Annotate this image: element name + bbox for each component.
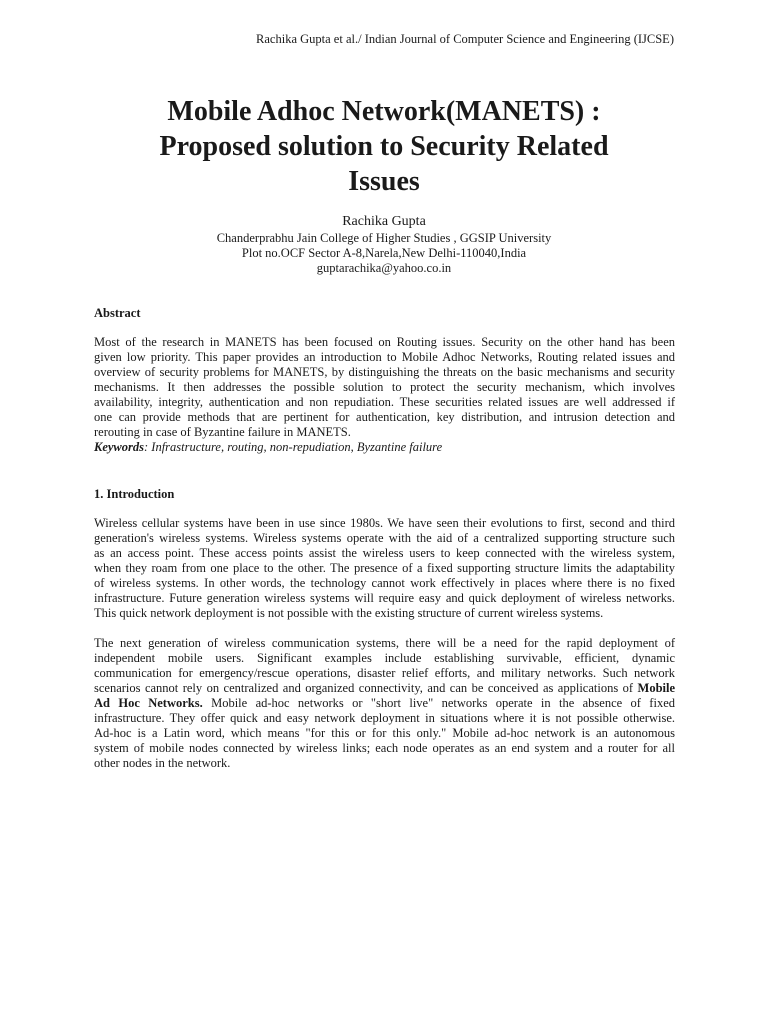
abstract-section (94, 306, 675, 321)
keywords-text: : Infrastructure, routing, non-repudiation, Byzantine failure (144, 440, 443, 454)
text-line: system of mobile nodes connected by wireless links; each node operates as an end system and a router for all (94, 741, 675, 755)
abstract-heading: Abstract (94, 306, 141, 320)
introduction-paragraph-1 (94, 516, 675, 621)
bold-term: Mobile (637, 681, 676, 695)
text-line: of wireless systems. In other words, the technology cannot work effectively in places where there is no fixed (94, 576, 675, 590)
title-line: Proposed solution to Security Related (159, 131, 609, 162)
text-line: The next generation of wireless communication systems, there will be a need for the rapid deployment of (94, 636, 675, 650)
text-line: overview of security problems for MANETS, by distinguishing the threats on the basic mechanisms and security (94, 365, 675, 379)
abstract-body (94, 335, 675, 455)
text-line: when they roam from one place to the other. The presence of a fixed supporting structure limits the adaptability (94, 561, 675, 575)
abstract-paragraph (94, 335, 675, 440)
text-line: availability, integrity, authentication and non repudiation. These securities related issues are well addressed if (94, 395, 675, 409)
running-header: Rachika Gupta et al./ Indian Journal of Computer Science and Engineering (IJCSE) (256, 32, 674, 46)
text-line: Ad-hoc is a Latin word, which means "for this or for this only." Mobile ad-hoc network is an autonomous (94, 726, 675, 740)
text-line: given low priority. This paper provides an introduction to Mobile Adhoc Networks, Routing related issues and (94, 350, 675, 364)
affiliation-line: Chanderprabhu Jain College of Higher Studies , GGSIP University (216, 231, 552, 245)
text-line: communication for emergency/rescue operations, disaster relief efforts, and military networks. Such network (94, 666, 675, 680)
text-line (94, 696, 675, 711)
text-line: as an access point. These access points assist the wireless users to keep connected with the wireless system, (94, 546, 675, 560)
text-line: This quick network deployment is not possible with the existing structure of current wireless systems. (94, 606, 604, 620)
text-fragment: Mobile ad-hoc networks or "short live" networks operate in the absence of fixed (202, 696, 675, 710)
text-line: mechanisms. It then addresses the possible solution to protect the security mechanism, which involves (94, 380, 675, 394)
introduction-paragraph-2 (94, 636, 675, 771)
author-email[interactable]: guptarachika@yahoo.co.in (316, 261, 452, 275)
text-line: one can provide methods that are pertinent for authentication, key distribution, and intrusion detection and (94, 410, 675, 424)
affiliation-line: Plot no.OCF Sector A-8,Narela,New Delhi-110040,India (241, 246, 527, 260)
introduction-heading: 1. Introduction (94, 487, 175, 501)
author-name: Rachika Gupta (342, 214, 426, 229)
text-line: infrastructure. They offer quick and easy network deployment in situations where it is not possible otherwise. (94, 711, 675, 725)
text-line (94, 681, 675, 696)
text-line: infrastructure. Future generation wireless systems will require easy and quick deployment of wireless networks. (94, 591, 675, 605)
introduction-section (94, 487, 675, 502)
text-fragment: scenarios cannot rely on centralized and organized connectivity, and can be conceived as applications of (94, 681, 634, 695)
text-line: generation's wireless systems. Wireless systems operate with the aid of a centralized supporting structure such (94, 531, 675, 545)
bold-term: Ad Hoc Networks. (94, 696, 203, 710)
paper-title (94, 94, 674, 199)
keywords-line (94, 440, 675, 455)
text-line: rerouting in case of Byzantine failure in MANETS. (94, 425, 351, 439)
text-line: independent mobile users. Significant examples include establishing survivable, efficient, dynamic (94, 651, 675, 665)
author-block (94, 213, 674, 276)
title-line: Mobile Adhoc Network(MANETS) : (167, 96, 601, 127)
text-line: other nodes in the network. (94, 756, 231, 770)
text-line: Most of the research in MANETS has been focused on Routing issues. Security on the other hand has been (94, 335, 675, 349)
keywords-label: Keywords (94, 440, 144, 454)
introduction-body (94, 516, 675, 621)
title-line: Issues (348, 166, 420, 197)
introduction-body-2 (94, 636, 675, 771)
text-line: Wireless cellular systems have been in use since 1980s. We have seen their evolutions to first, second and third (94, 516, 675, 530)
